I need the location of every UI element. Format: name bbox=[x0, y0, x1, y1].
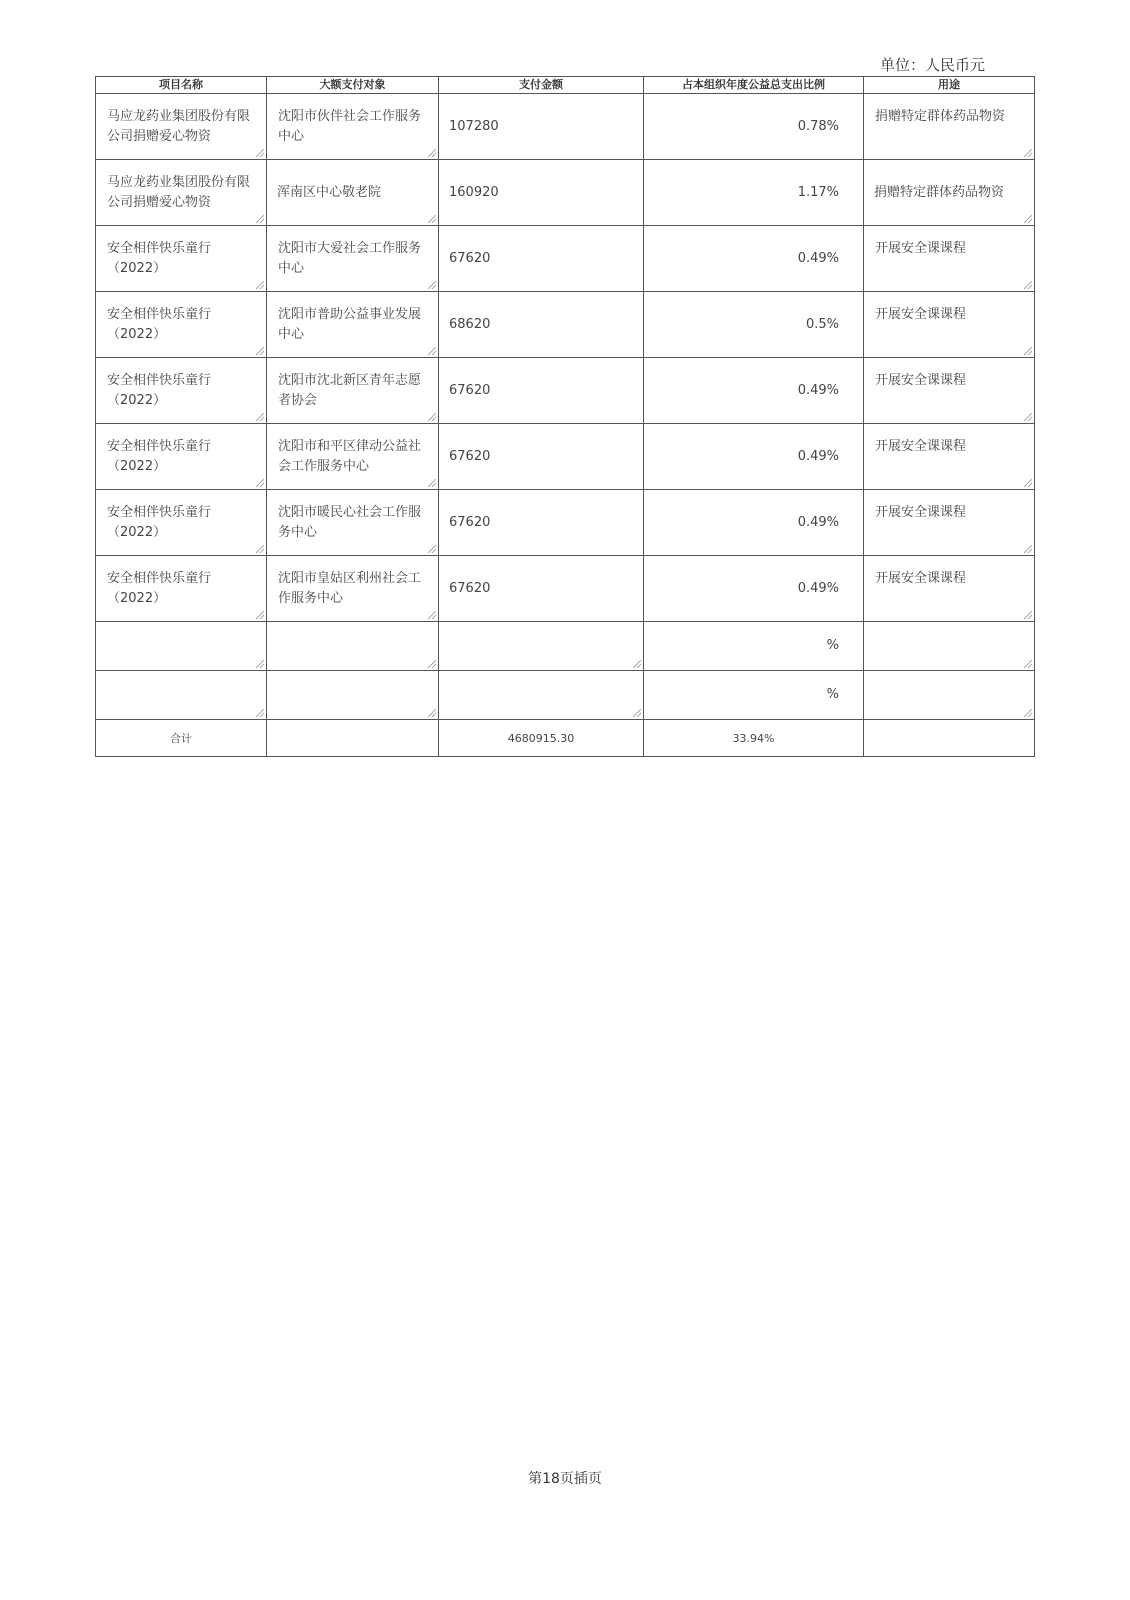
amount-cell[interactable] bbox=[439, 358, 644, 424]
purpose-text: 开展安全课课程 bbox=[875, 373, 967, 388]
payee-cell[interactable] bbox=[267, 292, 439, 358]
project-text: 安全相伴快乐童行（2022） bbox=[107, 307, 212, 342]
amount-cell[interactable] bbox=[439, 671, 644, 720]
purpose-cell[interactable] bbox=[864, 556, 1035, 622]
purpose-text: 开展安全课课程 bbox=[875, 505, 967, 520]
ratio-text: 0.78% bbox=[797, 119, 839, 134]
purpose-text: 开展安全课课程 bbox=[875, 307, 967, 322]
resize-grip-icon[interactable] bbox=[428, 413, 436, 421]
amount-text: 67620 bbox=[449, 383, 491, 398]
ratio-text: 0.49% bbox=[797, 383, 839, 398]
project-text: 安全相伴快乐童行（2022） bbox=[107, 373, 212, 408]
amount-text: 67620 bbox=[449, 251, 491, 266]
resize-grip-icon[interactable] bbox=[1024, 413, 1032, 421]
total-purpose-cell bbox=[864, 720, 1035, 757]
ratio-cell bbox=[644, 556, 864, 622]
purpose-text: 开展安全课课程 bbox=[875, 571, 967, 586]
amount-text: 67620 bbox=[449, 449, 491, 464]
purpose-text: 捐赠特定群体药品物资 bbox=[875, 109, 1006, 124]
project-cell[interactable] bbox=[96, 94, 267, 160]
purpose-cell[interactable] bbox=[864, 358, 1035, 424]
project-text: 安全相伴快乐童行（2022） bbox=[107, 505, 212, 540]
amount-cell[interactable] bbox=[439, 622, 644, 671]
resize-grip-icon[interactable] bbox=[428, 215, 436, 223]
header-payee: 大额支付对象 bbox=[267, 77, 439, 94]
payee-cell[interactable] bbox=[267, 424, 439, 490]
project-text: 马应龙药业集团股份有限公司捐赠爱心物资 bbox=[107, 109, 251, 144]
table-row bbox=[96, 358, 1035, 424]
ratio-text: % bbox=[826, 687, 839, 702]
payee-text: 沈阳市皇姑区利州社会工作服务中心 bbox=[278, 571, 422, 606]
payee-cell[interactable] bbox=[267, 490, 439, 556]
table-row bbox=[96, 226, 1035, 292]
project-cell[interactable] bbox=[96, 556, 267, 622]
table-row bbox=[96, 424, 1035, 490]
purpose-cell[interactable] bbox=[864, 490, 1035, 556]
payee-cell[interactable] bbox=[267, 671, 439, 720]
ratio-cell bbox=[644, 226, 864, 292]
header-project: 项目名称 bbox=[96, 77, 267, 94]
amount-cell[interactable] bbox=[439, 160, 644, 226]
resize-grip-icon[interactable] bbox=[256, 347, 264, 355]
ratio-text: 0.49% bbox=[797, 449, 839, 464]
project-cell[interactable] bbox=[96, 226, 267, 292]
resize-grip-icon[interactable] bbox=[1024, 215, 1032, 223]
ratio-text: 0.49% bbox=[797, 515, 839, 530]
resize-grip-icon[interactable] bbox=[1024, 611, 1032, 619]
payee-cell[interactable] bbox=[267, 556, 439, 622]
purpose-text: 开展安全课课程 bbox=[875, 439, 967, 454]
resize-grip-icon[interactable] bbox=[256, 413, 264, 421]
payee-text: 沈阳市普助公益事业发展中心 bbox=[278, 307, 422, 342]
purpose-cell[interactable] bbox=[864, 160, 1035, 226]
resize-grip-icon[interactable] bbox=[428, 709, 436, 717]
ratio-cell bbox=[644, 358, 864, 424]
ratio-text: 0.49% bbox=[797, 581, 839, 596]
header-purpose: 用途 bbox=[864, 77, 1035, 94]
total-payee-cell bbox=[267, 720, 439, 757]
table-header-row bbox=[96, 77, 1035, 94]
table-row bbox=[96, 490, 1035, 556]
resize-grip-icon[interactable] bbox=[256, 545, 264, 553]
ratio-cell bbox=[644, 292, 864, 358]
resize-grip-icon[interactable] bbox=[428, 660, 436, 668]
amount-text: 67620 bbox=[449, 515, 491, 530]
amount-cell[interactable] bbox=[439, 424, 644, 490]
purpose-text: 开展安全课课程 bbox=[875, 241, 967, 256]
empty-row bbox=[96, 622, 1035, 671]
amount-cell[interactable] bbox=[439, 226, 644, 292]
resize-grip-icon[interactable] bbox=[256, 709, 264, 717]
purpose-cell[interactable] bbox=[864, 226, 1035, 292]
total-row bbox=[96, 720, 1035, 757]
resize-grip-icon[interactable] bbox=[428, 149, 436, 157]
ratio-cell bbox=[644, 424, 864, 490]
amount-text: 67620 bbox=[449, 581, 491, 596]
ratio-cell bbox=[644, 671, 864, 720]
project-cell[interactable] bbox=[96, 622, 267, 671]
resize-grip-icon[interactable] bbox=[633, 660, 641, 668]
resize-grip-icon[interactable] bbox=[1024, 545, 1032, 553]
ratio-cell bbox=[644, 160, 864, 226]
payee-cell[interactable] bbox=[267, 160, 439, 226]
resize-grip-icon[interactable] bbox=[1024, 149, 1032, 157]
amount-text: 107280 bbox=[449, 119, 499, 134]
payee-text: 沈阳市暖民心社会工作服务中心 bbox=[278, 505, 422, 540]
project-cell[interactable] bbox=[96, 424, 267, 490]
project-text: 安全相伴快乐童行（2022） bbox=[107, 571, 212, 606]
resize-grip-icon[interactable] bbox=[428, 347, 436, 355]
resize-grip-icon[interactable] bbox=[1024, 709, 1032, 717]
amount-cell[interactable] bbox=[439, 556, 644, 622]
table-row bbox=[96, 160, 1035, 226]
resize-grip-icon[interactable] bbox=[256, 215, 264, 223]
empty-row bbox=[96, 671, 1035, 720]
resize-grip-icon[interactable] bbox=[1024, 347, 1032, 355]
ratio-text: 1.17% bbox=[797, 185, 839, 200]
resize-grip-icon[interactable] bbox=[256, 281, 264, 289]
project-cell[interactable] bbox=[96, 160, 267, 226]
purpose-cell[interactable] bbox=[864, 292, 1035, 358]
resize-grip-icon[interactable] bbox=[256, 479, 264, 487]
payee-text: 沈阳市大爱社会工作服务中心 bbox=[278, 241, 422, 276]
total-amount: 4680915.30 bbox=[439, 720, 644, 757]
resize-grip-icon[interactable] bbox=[256, 149, 264, 157]
page-footer: 第18页插页 bbox=[528, 1471, 602, 1487]
resize-grip-icon[interactable] bbox=[428, 479, 436, 487]
purpose-cell[interactable] bbox=[864, 671, 1035, 720]
amount-cell[interactable] bbox=[439, 490, 644, 556]
project-cell[interactable] bbox=[96, 490, 267, 556]
ratio-cell bbox=[644, 94, 864, 160]
amount-cell[interactable] bbox=[439, 94, 644, 160]
project-cell[interactable] bbox=[96, 358, 267, 424]
project-text: 安全相伴快乐童行（2022） bbox=[107, 241, 212, 276]
resize-grip-icon[interactable] bbox=[428, 611, 436, 619]
header-amount: 支付金额 bbox=[439, 77, 644, 94]
total-label: 合计 bbox=[96, 720, 267, 757]
payee-text: 沈阳市和平区律动公益社会工作服务中心 bbox=[278, 439, 422, 474]
resize-grip-icon[interactable] bbox=[256, 660, 264, 668]
ratio-text: 0.49% bbox=[797, 251, 839, 266]
payee-text: 沈阳市伙伴社会工作服务中心 bbox=[278, 109, 422, 144]
purpose-cell[interactable] bbox=[864, 424, 1035, 490]
resize-grip-icon[interactable] bbox=[1024, 479, 1032, 487]
resize-grip-icon[interactable] bbox=[428, 281, 436, 289]
ratio-text: 0.5% bbox=[805, 317, 839, 332]
ratio-cell bbox=[644, 622, 864, 671]
payment-table bbox=[95, 76, 1035, 757]
resize-grip-icon[interactable] bbox=[256, 611, 264, 619]
payee-cell[interactable] bbox=[267, 226, 439, 292]
unit-label: 单位：人民币元 bbox=[880, 56, 986, 74]
payee-cell[interactable] bbox=[267, 622, 439, 671]
resize-grip-icon[interactable] bbox=[633, 709, 641, 717]
purpose-cell[interactable] bbox=[864, 622, 1035, 671]
project-cell[interactable] bbox=[96, 671, 267, 720]
payee-cell[interactable] bbox=[267, 94, 439, 160]
ratio-text: % bbox=[826, 638, 839, 653]
amount-text: 160920 bbox=[449, 185, 499, 200]
ratio-cell bbox=[644, 490, 864, 556]
table-row bbox=[96, 94, 1035, 160]
resize-grip-icon[interactable] bbox=[1024, 281, 1032, 289]
project-text: 马应龙药业集团股份有限公司捐赠爱心物资 bbox=[107, 175, 251, 210]
header-ratio: 占本组织年度公益总支出比例 bbox=[644, 77, 864, 94]
purpose-cell[interactable] bbox=[864, 94, 1035, 160]
resize-grip-icon[interactable] bbox=[428, 545, 436, 553]
payee-text: 沈阳市沈北新区青年志愿者协会 bbox=[278, 373, 422, 408]
table-row bbox=[96, 292, 1035, 358]
total-ratio: 33.94% bbox=[644, 720, 864, 757]
payee-cell[interactable] bbox=[267, 358, 439, 424]
resize-grip-icon[interactable] bbox=[1024, 660, 1032, 668]
project-cell[interactable] bbox=[96, 292, 267, 358]
amount-text: 68620 bbox=[449, 317, 491, 332]
project-text: 安全相伴快乐童行（2022） bbox=[107, 439, 212, 474]
purpose-text: 捐赠特定群体药品物资 bbox=[874, 185, 1005, 200]
table-row bbox=[96, 556, 1035, 622]
amount-cell[interactable] bbox=[439, 292, 644, 358]
payee-text: 浑南区中心敬老院 bbox=[277, 185, 382, 200]
